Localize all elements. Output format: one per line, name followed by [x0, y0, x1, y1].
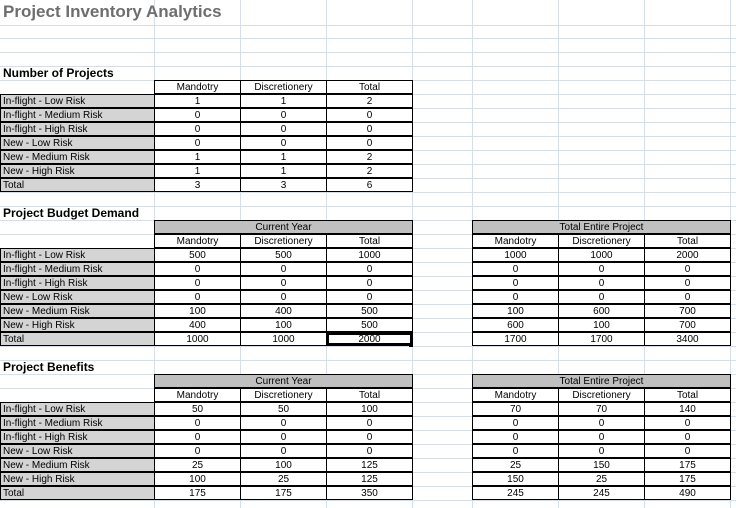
data-cell[interactable]: 700 — [644, 318, 731, 332]
row-label-cell[interactable]: In-flight - Low Risk — [0, 248, 155, 262]
data-cell[interactable]: 1 — [240, 150, 327, 164]
data-cell[interactable]: 3 — [240, 178, 327, 192]
data-cell[interactable]: 0 — [154, 136, 241, 150]
data-cell[interactable]: 1000 — [558, 248, 645, 262]
data-cell[interactable]: 1 — [154, 164, 241, 178]
data-cell[interactable]: 0 — [472, 430, 559, 444]
data-cell[interactable]: 25 — [240, 472, 327, 486]
data-cell[interactable]: 0 — [558, 430, 645, 444]
data-cell[interactable]: 25 — [472, 458, 559, 472]
column-header-cell[interactable]: Mandotry — [472, 388, 559, 402]
selected-cell[interactable]: 2000 — [326, 332, 413, 346]
data-cell[interactable]: 0 — [240, 262, 327, 276]
data-cell[interactable]: 140 — [644, 402, 731, 416]
row-gridline — [0, 346, 736, 347]
row-label-cell[interactable]: In-flight - High Risk — [0, 430, 155, 444]
data-cell[interactable]: 0 — [154, 290, 241, 304]
data-cell[interactable]: 1 — [240, 164, 327, 178]
data-cell[interactable]: 100 — [154, 472, 241, 486]
data-cell[interactable]: 0 — [326, 108, 413, 122]
data-cell[interactable]: 1 — [240, 94, 327, 108]
data-cell[interactable]: 500 — [154, 248, 241, 262]
data-cell[interactable]: 0 — [558, 416, 645, 430]
data-cell[interactable]: 100 — [472, 304, 559, 318]
data-cell[interactable]: 70 — [558, 402, 645, 416]
data-cell[interactable]: 245 — [558, 486, 645, 500]
row-gridline — [0, 52, 736, 53]
row-label-cell[interactable]: In-flight - Medium Risk — [0, 108, 155, 122]
data-cell[interactable]: 100 — [240, 458, 327, 472]
column-header-cell[interactable]: Total — [644, 388, 731, 402]
data-cell[interactable]: 350 — [326, 486, 413, 500]
group-header-total-entire-project[interactable]: Total Entire Project — [472, 374, 731, 388]
data-cell[interactable]: 175 — [644, 472, 731, 486]
sheet-title[interactable]: Project Inventory Analytics — [3, 2, 222, 21]
row-label-cell[interactable]: New - Low Risk — [0, 290, 155, 304]
column-header-cell[interactable]: Discretionery — [558, 234, 645, 248]
data-cell[interactable]: 0 — [154, 276, 241, 290]
row-label-cell[interactable]: New - Medium Risk — [0, 150, 155, 164]
row-label-cell[interactable]: New - Medium Risk — [0, 458, 155, 472]
data-cell[interactable]: 0 — [154, 108, 241, 122]
data-cell[interactable]: 0 — [558, 262, 645, 276]
data-cell[interactable]: 3400 — [644, 332, 731, 346]
column-header-cell[interactable]: Mandotry — [472, 234, 559, 248]
data-cell[interactable]: 150 — [558, 458, 645, 472]
data-cell[interactable]: 1000 — [240, 332, 327, 346]
data-cell[interactable]: 0 — [472, 416, 559, 430]
data-cell[interactable]: 0 — [326, 290, 413, 304]
data-cell[interactable]: 500 — [326, 304, 413, 318]
row-label-cell[interactable]: New - High Risk — [0, 164, 155, 178]
data-cell[interactable]: 150 — [472, 472, 559, 486]
data-cell[interactable]: 0 — [240, 416, 327, 430]
data-cell[interactable]: 500 — [326, 318, 413, 332]
row-label-cell[interactable]: In-flight - Low Risk — [0, 94, 155, 108]
row-label-cell[interactable]: In-flight - Low Risk — [0, 402, 155, 416]
row-gridline — [0, 500, 736, 501]
data-cell[interactable]: 1000 — [154, 332, 241, 346]
data-cell[interactable]: 125 — [326, 472, 413, 486]
row-label-cell[interactable]: New - Medium Risk — [0, 304, 155, 318]
data-cell[interactable]: 245 — [472, 486, 559, 500]
data-cell[interactable]: 0 — [240, 290, 327, 304]
data-cell[interactable]: 175 — [154, 486, 241, 500]
data-cell[interactable]: 100 — [326, 402, 413, 416]
data-cell[interactable]: 0 — [240, 122, 327, 136]
group-header-current-year[interactable]: Current Year — [154, 220, 413, 234]
column-header-cell[interactable]: Total — [326, 234, 413, 248]
fill-handle[interactable] — [409, 343, 413, 347]
column-header-cell[interactable]: Total — [326, 388, 413, 402]
data-cell[interactable]: 0 — [240, 444, 327, 458]
data-cell[interactable]: 25 — [154, 458, 241, 472]
row-label-cell[interactable]: In-flight - High Risk — [0, 276, 155, 290]
data-cell[interactable]: 400 — [154, 318, 241, 332]
data-cell[interactable]: 600 — [472, 318, 559, 332]
data-cell[interactable]: 100 — [558, 318, 645, 332]
data-cell[interactable]: 0 — [558, 290, 645, 304]
data-cell[interactable]: 1 — [154, 94, 241, 108]
data-cell[interactable]: 0 — [154, 430, 241, 444]
row-gridline — [0, 38, 736, 39]
column-header-cell[interactable]: Mandotry — [154, 234, 241, 248]
data-cell[interactable]: 50 — [240, 402, 327, 416]
data-cell[interactable]: 0 — [240, 276, 327, 290]
data-cell[interactable]: 0 — [326, 430, 413, 444]
data-cell[interactable]: 2000 — [644, 248, 731, 262]
row-label-cell[interactable]: Total — [0, 178, 155, 192]
data-cell[interactable]: 0 — [326, 444, 413, 458]
data-cell[interactable]: 0 — [154, 444, 241, 458]
data-cell[interactable]: 50 — [154, 402, 241, 416]
data-cell[interactable]: 100 — [240, 318, 327, 332]
row-label-cell[interactable]: In-flight - Medium Risk — [0, 416, 155, 430]
section-title-number-of-projects[interactable]: Number of Projects — [3, 66, 114, 80]
row-label-cell[interactable]: Total — [0, 486, 155, 500]
data-cell[interactable]: 1 — [154, 150, 241, 164]
data-cell[interactable]: 0 — [326, 276, 413, 290]
data-cell[interactable]: 0 — [644, 430, 731, 444]
data-cell[interactable]: 3 — [154, 178, 241, 192]
data-cell[interactable]: 0 — [326, 262, 413, 276]
data-cell[interactable]: 70 — [472, 402, 559, 416]
group-header-total-entire-project[interactable]: Total Entire Project — [472, 220, 731, 234]
data-cell[interactable]: 700 — [644, 304, 731, 318]
data-cell[interactable]: 0 — [558, 276, 645, 290]
data-cell[interactable]: 6 — [326, 178, 413, 192]
data-cell[interactable]: 0 — [154, 122, 241, 136]
row-gridline — [0, 360, 736, 361]
data-cell[interactable]: 600 — [558, 304, 645, 318]
group-header-current-year[interactable]: Current Year — [154, 374, 413, 388]
row-gridline — [0, 192, 736, 193]
data-cell[interactable]: 0 — [154, 416, 241, 430]
data-cell[interactable]: 2 — [326, 164, 413, 178]
data-cell[interactable]: 125 — [326, 458, 413, 472]
data-cell[interactable]: 0 — [240, 108, 327, 122]
data-cell[interactable]: 1700 — [558, 332, 645, 346]
data-cell[interactable]: 1000 — [326, 248, 413, 262]
column-header-cell[interactable]: Mandotry — [154, 80, 241, 94]
data-cell[interactable]: 500 — [240, 248, 327, 262]
data-cell[interactable]: 0 — [472, 444, 559, 458]
column-header-cell[interactable]: Total — [326, 80, 413, 94]
data-cell[interactable]: 175 — [240, 486, 327, 500]
data-cell[interactable]: 490 — [644, 486, 731, 500]
row-label-cell[interactable]: New - High Risk — [0, 472, 155, 486]
data-cell[interactable]: 100 — [154, 304, 241, 318]
section-title-budget-demand[interactable]: Project Budget Demand — [3, 206, 140, 220]
data-cell[interactable]: 0 — [472, 290, 559, 304]
row-label-cell[interactable]: New - Low Risk — [0, 444, 155, 458]
data-cell[interactable]: 0 — [326, 136, 413, 150]
data-cell[interactable]: 0 — [644, 416, 731, 430]
data-cell[interactable]: 175 — [644, 458, 731, 472]
data-cell[interactable]: 400 — [240, 304, 327, 318]
row-label-cell[interactable]: New - Low Risk — [0, 136, 155, 150]
row-label-cell[interactable]: New - High Risk — [0, 318, 155, 332]
data-cell[interactable]: 0 — [644, 290, 731, 304]
data-cell[interactable]: 1700 — [472, 332, 559, 346]
row-label-cell[interactable]: In-flight - High Risk — [0, 122, 155, 136]
data-cell[interactable]: 1000 — [472, 248, 559, 262]
column-header-cell[interactable]: Mandotry — [154, 388, 241, 402]
row-gridline — [0, 25, 736, 26]
data-cell[interactable]: 0 — [326, 416, 413, 430]
data-cell[interactable]: 25 — [558, 472, 645, 486]
column-header-cell[interactable]: Discretionery — [558, 388, 645, 402]
row-label-cell[interactable]: In-flight - Medium Risk — [0, 262, 155, 276]
data-cell[interactable]: 0 — [644, 444, 731, 458]
section-title-benefits[interactable]: Project Benefits — [3, 360, 95, 374]
data-cell[interactable]: 0 — [326, 122, 413, 136]
data-cell[interactable]: 0 — [240, 136, 327, 150]
column-header-cell[interactable]: Total — [644, 234, 731, 248]
data-cell[interactable]: 0 — [472, 262, 559, 276]
data-cell[interactable]: 2 — [326, 150, 413, 164]
column-header-cell[interactable]: Discretionery — [240, 388, 327, 402]
data-cell[interactable]: 0 — [240, 430, 327, 444]
column-header-cell[interactable]: Discretionery — [240, 234, 327, 248]
row-label-cell[interactable]: Total — [0, 332, 155, 346]
data-cell[interactable]: 0 — [558, 444, 645, 458]
column-header-cell[interactable]: Discretionery — [240, 80, 327, 94]
data-cell[interactable]: 0 — [644, 276, 731, 290]
data-cell[interactable]: 0 — [644, 262, 731, 276]
data-cell[interactable]: 0 — [472, 276, 559, 290]
data-cell[interactable]: 0 — [154, 262, 241, 276]
data-cell[interactable]: 2 — [326, 94, 413, 108]
